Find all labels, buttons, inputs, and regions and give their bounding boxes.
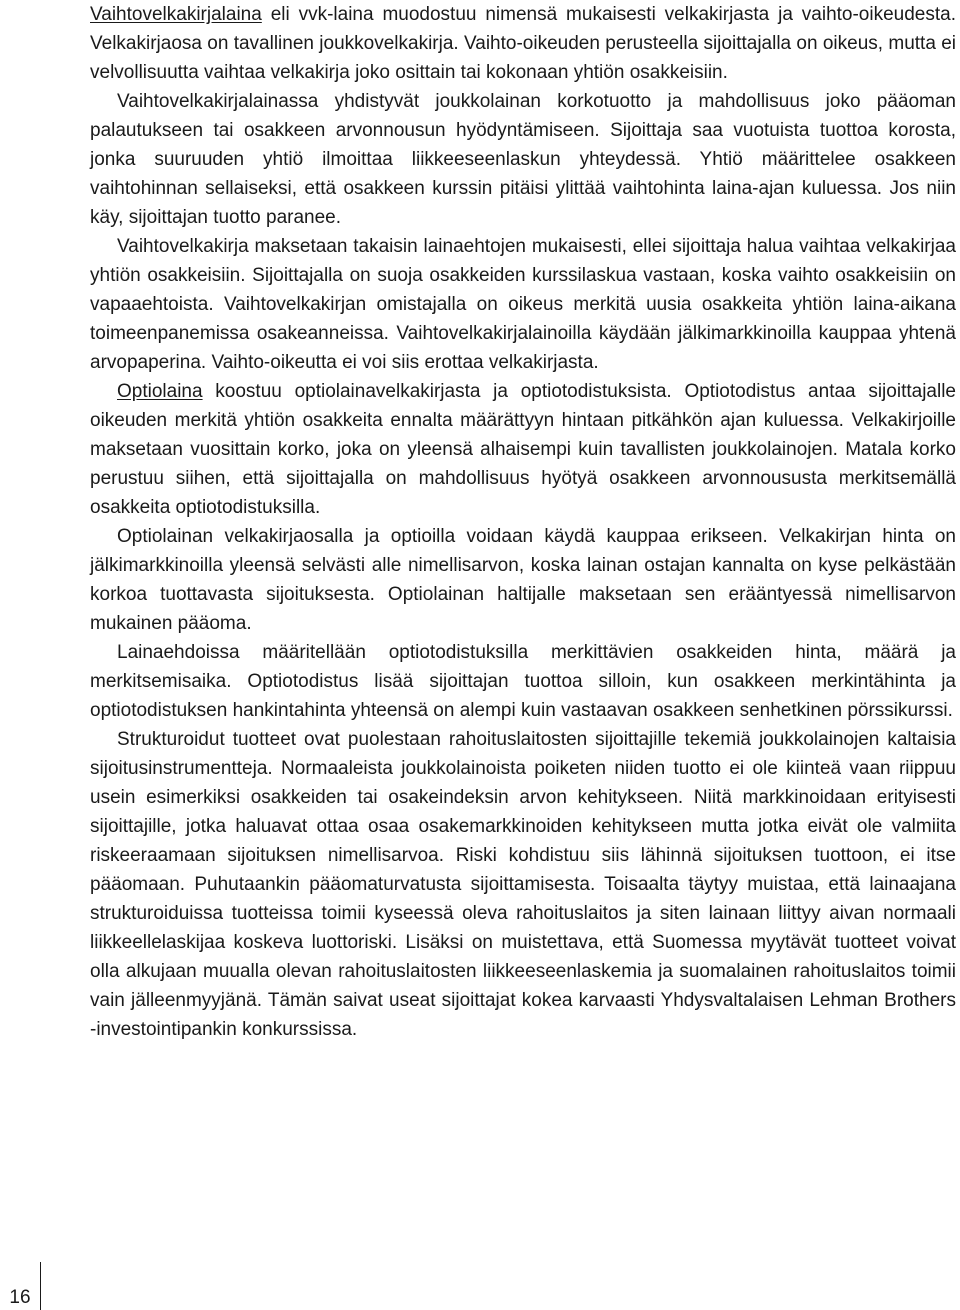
paragraph-strukturoidut-tuotteet <box>90 725 956 1044</box>
paragraph-text: Optiolainan velkakirjaosalla ja optioilla voidaan käydä kauppaa erikseen. Velkakirjan hinta on jälkimarkkinoilla yleensä selvästi alle nimellisarvon, koska lainan ostajan kannalta on kyse pelkästään korkoa tuottavasta sijoituksesta. Optiolainan haltijalle maksetaan sen erääntyessä nimellisarvon mukainen pääoma. <box>90 526 956 634</box>
page-number: 16 <box>9 1287 31 1308</box>
paragraph-text: eli vvk-laina muodostuu nimensä mukaisesti velkakirjasta ja vaihto-oikeudesta. Velkakirjaosa on tavallinen joukkovelkakirja. Vaihto-oikeuden perusteella sijoittajalla on oikeus, mutta ei velvollisuutta vaihtaa velkakirja joko osittain tai kokonaan yhtiön osakkeisiin. <box>90 4 956 83</box>
paragraph-optiolainan-kauppa <box>90 522 956 638</box>
term-optiolaina: Optiolaina <box>117 381 203 402</box>
paragraph-text: Lainaehdoissa määritellään optiotodistuksilla merkittävien osakkeiden hinta, määrä ja merkitsemisaika. Optiotodistus lisää sijoittajan tuottoa silloin, kun osakkeen merkintähinta ja optiotodistuksen hankintahinta yhteensä on alempi kuin vastaavan osakkeen senhetkinen pörssikurssi. <box>90 642 956 721</box>
paragraph-text: Strukturoidut tuotteet ovat puolestaan rahoituslaitosten sijoittajille tekemiä joukkolainojen kaltaisia sijoitusinstrumentteja. Normaaleista joukkolainoista poiketen niiden tuotto ei ole kiinteä vaan riippuu usein esimerkiksi osakkeiden tai osakeindeksin arvon kehitykseen. Niitä markkinoidaan erityisesti sijoittajille, jotka haluavat ottaa osaa osakemarkkinoiden kehitykseen mutta jotka eivät ole valmiita riskeeraamaan sijoituksen nimellisarvoa. Riski kohdistuu siis lähinnä sijoituksen tuottoon, ei itse pääomaan. Puhutaankin pääomaturvatusta sijoittamisesta. Toisaalta täytyy muistaa, että lainaajana strukturoiduissa tuotteissa toimii kyseessä oleva rahoituslaitos ja siten lainaan liittyy aivan normaali liikkeellelaskijaa koskeva luottoriski. Lisäksi on muistettava, että Suomessa myytävät tuotteet voivat olla alkujaan muualla olevan rahoituslaitosten liikkeeseenlaskemia ja suomalainen rahoituslaitos toimii vain jälleenmyyjänä. Tämän saivat useat sijoittajat kokea karvaasti Yhdysvaltalaisen Lehman Brothers -investointipankin konkurssissa. <box>90 729 956 1040</box>
paragraph-lainaehdot <box>90 638 956 725</box>
term-vaihtovelkakirjalaina: Vaihtovelkakirjalaina <box>90 4 262 25</box>
paragraph-text: Vaihtovelkakirjalainassa yhdistyvät joukkolainan korkotuotto ja mahdollisuus joko pääoman palautukseen tai osakkeen arvonnousun hyödyntämiseen. Sijoittaja saa vuotuista tuottoa korosta, jonka suuruuden yhtiö ilmoittaa liikkeeseenlaskun yhteydessä. Yhtiö määrittelee osakkeen vaihtohinnan sellaiseksi, että osakkeen kurssin pitäisi ylittää vaihtohinta laina-ajan kuluessa. Jos niin käy, sijoittajan tuotto paranee. <box>90 91 956 228</box>
page-number-rule <box>40 1262 41 1310</box>
paragraph-optiolaina <box>90 377 956 522</box>
body-text <box>90 0 956 1044</box>
paragraph-text: Vaihtovelkakirja maksetaan takaisin lainaehtojen mukaisesti, ellei sijoittaja halua vaihtaa velkakirjaa yhtiön osakkeisiin. Sijoittajalla on suoja osakkeiden kurssilaskua vastaan, koska vaihto osakkeisiin on vapaaehtoista. Vaihtovelkakirjan omistajalla on oikeus merkitä uusia osakkeita yhtiön laina-aikana toimeenpanemissa osakeanneissa. Vaihtovelkakirjalainoilla käydään jälkimarkkinoilla kauppaa yhtenä arvopaperina. Vaihto-oikeutta ei voi siis erottaa velkakirjasta. <box>90 236 956 373</box>
paragraph-vaihtovelkakirjalaina <box>90 0 956 87</box>
paragraph-takaisinmaksu <box>90 232 956 377</box>
paragraph-korkotuotto <box>90 87 956 232</box>
paragraph-text: koostuu optiolainavelkakirjasta ja optiotodistuksista. Optiotodistus antaa sijoittajalle oikeuden merkitä yhtiön osakkeita ennalta määrättyyn hintaan pitkähkön ajan kuluessa. Velkakirjoille maksetaan vuosittain korko, joka on yleensä alhaisempi kuin tavallisten joukkolainojen. Matala korko perustuu siihen, että sijoittajalla on mahdollisuus hyötyä osakkeen arvonnoususta merkitsemällä osakkeita optiotodistuksilla. <box>90 381 956 518</box>
